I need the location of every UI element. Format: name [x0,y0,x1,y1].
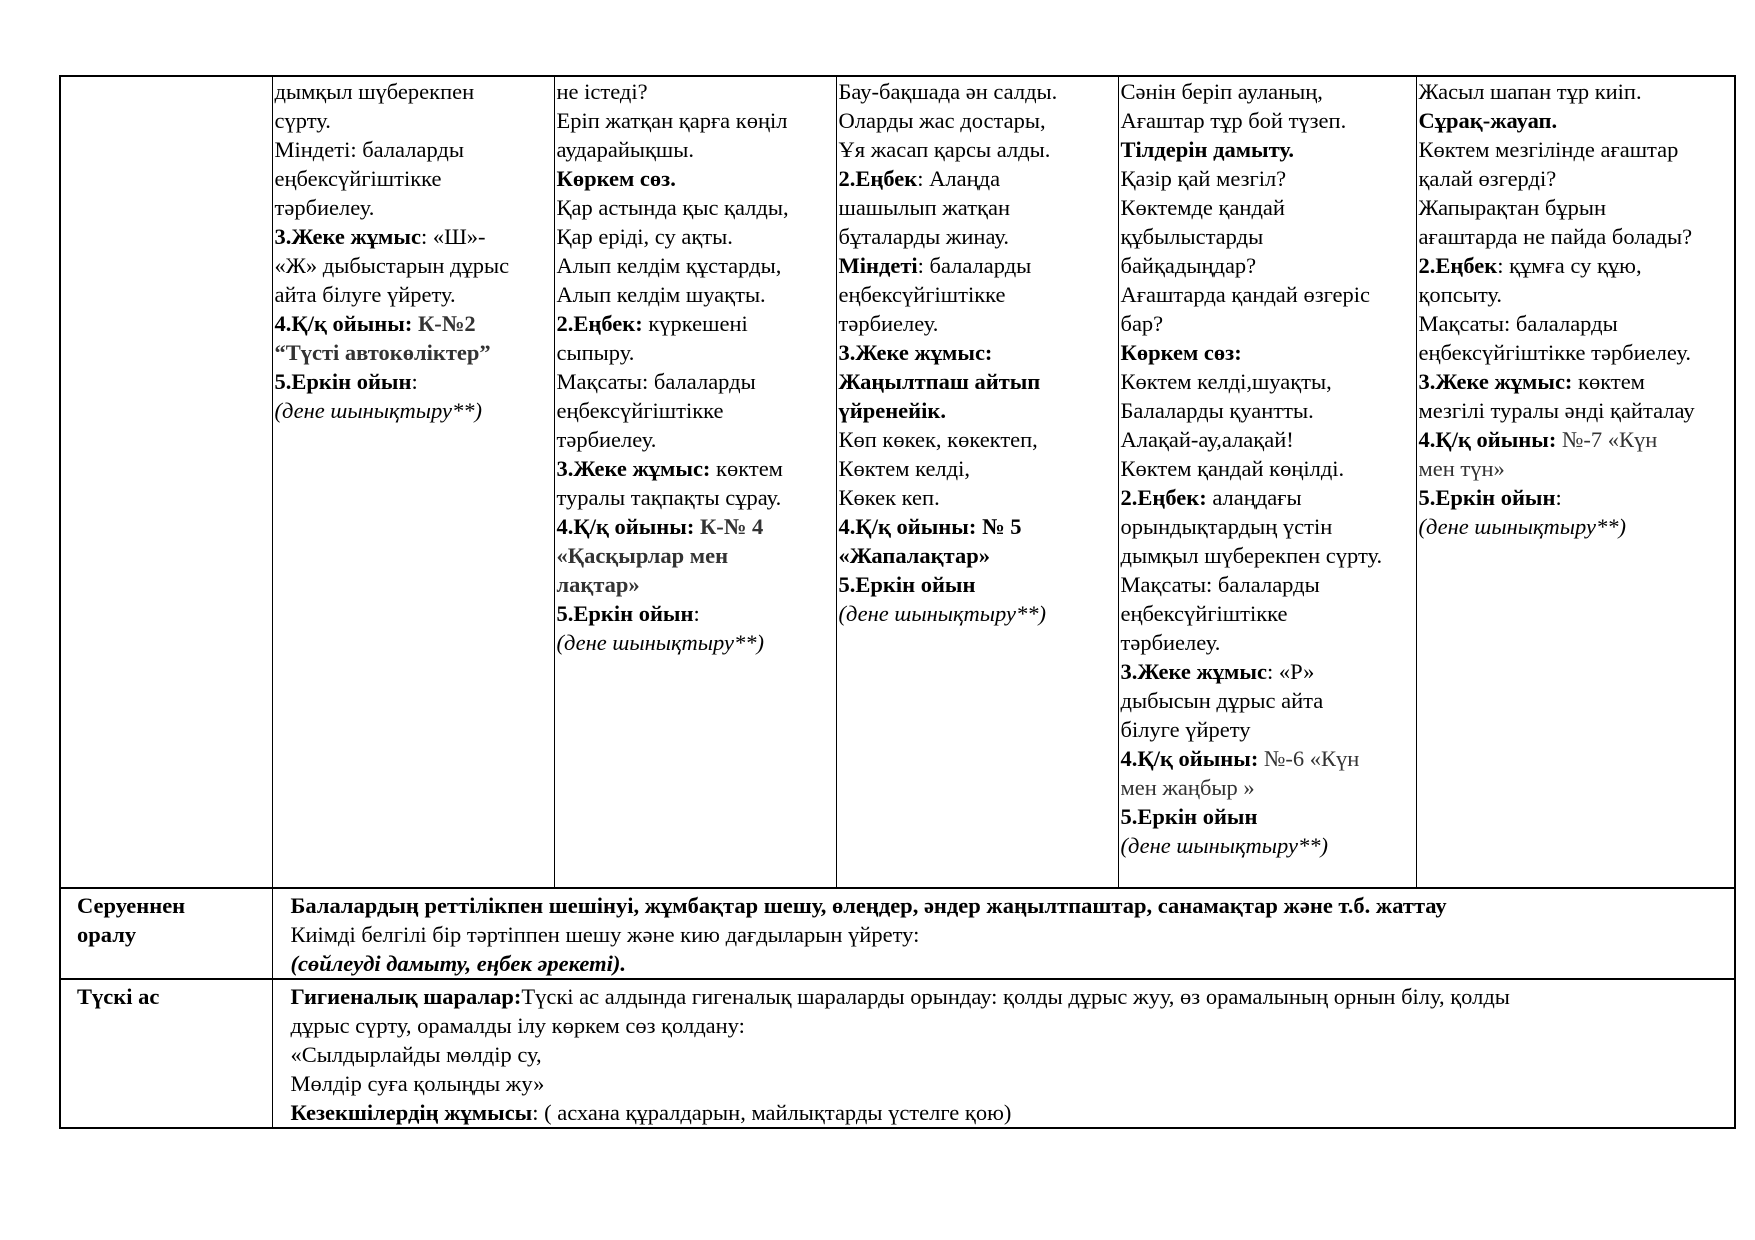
activity-text-run: Көкек кеп. [838,485,940,510]
activity-text-run: күркешені [648,311,748,336]
activity-text-run: : балаларды [917,253,1032,278]
activity-text-run: 5.Еркін ойын [1418,485,1556,510]
activity-line [1419,222,1733,251]
activity-text-run: шашылып жатқан [838,195,1011,220]
activity-text-run: 4.Қ/қ ойыны: [556,514,700,539]
activity-text-run: (дене шынықтыру**) [1418,514,1626,539]
activity-line [275,396,552,425]
activity-line [1121,628,1414,657]
activity-text-run: Жаңылтпаш айтып [838,369,1041,394]
activity-text-run: байқадыңдар? [1120,253,1257,278]
activity-text-run: Сұрақ-жауап. [1418,108,1558,133]
activity-text-run: еңбексүйгіштікке [838,282,1006,307]
activity-text-run: сүрту. [274,108,331,133]
activity-text-run: алаңдағы [1212,485,1302,510]
activity-line [839,309,1116,338]
activity-line [1419,454,1733,483]
activity-text-run: мен түн» [1418,456,1505,481]
activity-line [275,106,552,135]
activity-line [1419,367,1733,396]
activity-text-run: Бау-бақшада ән салды. [838,79,1058,104]
activity-text-col5 [1417,77,1735,541]
activity-text-run: 4.Қ/қ ойыны: [274,311,418,336]
activity-line [839,338,1116,367]
activity-text-run: : құмға су құю, [1497,253,1642,278]
activity-line [557,396,834,425]
activity-text-run: 4.Қ/қ ойыны: [1120,746,1264,771]
lesson-plan-table [59,75,1736,1129]
activity-line [275,77,552,106]
activity-line [557,193,834,222]
activity-text-run: мен жаңбыр » [1120,775,1255,800]
activity-line [1121,599,1414,628]
activity-text-run: «Жапалақтар» [838,543,990,568]
activity-text-run: лақтар» [556,572,640,597]
activity-text-run: 4.Қ/қ ойыны: [1418,427,1562,452]
activity-text-run: мезгілі туралы әнді қайталау [1418,398,1695,423]
activity-text-run: Міндеті: балаларды [274,137,464,162]
activity-line [275,164,552,193]
activity-line [839,570,1116,599]
activity-line [557,77,834,106]
activity-line [275,338,552,367]
activity-line [557,425,834,454]
activity-text-run: (дене шынықтыру**) [274,398,482,423]
activity-line [839,106,1116,135]
activity-text-run: Ағаштарда қандай өзгеріс [1120,282,1370,307]
activity-text-run: №-7 «Күн [1561,427,1658,452]
activity-text-run: тәрбиелеу. [838,311,939,336]
activity-text-run: Тілдерін дамыту. [1120,137,1295,162]
activity-line [839,77,1116,106]
activity-text-run: : «Р» [1266,659,1315,684]
activity-line [839,280,1116,309]
activity-line [1419,251,1733,280]
activity-line [557,135,834,164]
activity-line [275,251,552,280]
activity-text-run: №-6 «Күн [1263,746,1360,771]
activity-text-run: көктем [1578,369,1645,394]
activity-line [839,367,1116,396]
activity-line [1121,715,1414,744]
activity-line [1419,193,1733,222]
lunch-label-cell [60,979,272,1128]
activity-text-run: К-№ 4 [699,514,764,539]
activity-cell-col5 [1416,76,1735,888]
activity-line [1121,744,1414,773]
lunch-content-cell [272,979,1735,1128]
activity-text-col2 [555,77,836,657]
activity-text-run: Қазір қай мезгіл? [1120,166,1287,191]
activity-text-run: ағаштарда не пайда болады? [1418,224,1693,249]
return-walk-content-cell [272,888,1735,979]
activity-text-run: 2.Еңбек: [1120,485,1213,510]
activity-line [1121,193,1414,222]
activity-text-run: Алақай-ау,алақай! [1120,427,1294,452]
activity-text-run: 5.Еркін ойын [556,601,694,626]
activity-text-run: тәрбиелеу. [274,195,375,220]
activity-line [1121,367,1414,396]
activity-line [1419,483,1733,512]
activity-text-run: Балаларды қуантты. [1120,398,1314,423]
activity-text-run: Еріп жатқан қарға көңіл [556,108,788,133]
activity-text-run: Жапырақтан бұрын [1418,195,1606,220]
return-walk-title-line2: оралу [77,922,137,947]
activity-text-run: 3.Жеке жұмыс [274,224,421,249]
activity-line [557,599,834,628]
activity-line [1121,773,1414,802]
activity-text-run: Ұя жасап қарсы алды. [838,137,1051,162]
return-walk-line2: Киімді белгілі бір тәртіппен шешу және кию дағдыларын үйрету: [290,922,920,947]
activity-text-run: дымқыл шүберекпен [274,79,475,104]
activity-line [1121,541,1414,570]
activity-text-run: 4.Қ/қ ойыны: № 5 [838,514,1022,539]
activity-line [839,454,1116,483]
activity-text-run: Алып келдiм шуақты. [556,282,766,307]
activity-text-run: Міндеті [838,253,918,278]
activity-text-run: айта білуге үйрету. [274,282,456,307]
activity-text-run: «Қасқырлар мен [556,543,729,568]
activity-cell-col4 [1118,76,1416,888]
activity-text-run: сыпыру. [556,340,635,365]
activity-line [839,512,1116,541]
activity-line [557,483,834,512]
activity-text-run: аударайықшы. [556,137,695,162]
activity-line [839,483,1116,512]
return-walk-row [60,888,1735,979]
activity-text-run: еңбексүйгіштікке [1120,601,1288,626]
return-walk-title [61,889,272,949]
activity-line [1121,135,1414,164]
activity-line [275,222,552,251]
activity-text-run: Сәнін беріп ауланың, [1120,79,1323,104]
activity-text-run: еңбексүйгіштікке [556,398,724,423]
activity-line [1419,309,1733,338]
activity-line [557,512,834,541]
activity-text-run: К-№2 [417,311,476,336]
activity-line [1121,425,1414,454]
activity-text-run: Қар астында қыс қалды, [556,195,789,220]
activity-line [1121,77,1414,106]
return-walk-line1: Балалардың реттілікпен шешінуі, жұмбақтар шешу, өлеңдер, әндер жаңылтпаштар, санамақтар және т.б. жаттау [290,893,1447,918]
activity-text-run: 2.Еңбек [838,166,918,191]
activity-line [557,454,834,483]
activity-line [1121,831,1414,860]
activity-line [275,280,552,309]
activity-line [1121,396,1414,425]
activity-line [1121,454,1414,483]
activity-text-run: 5.Еркін ойын [838,572,976,597]
activity-text-run: 3.Жеке жұмыс: [838,340,993,365]
activity-line [275,193,552,222]
activity-text-run: еңбексүйгіштікке тәрбиелеу. [1418,340,1691,365]
activity-line [275,309,552,338]
return-walk-line3: (сөйлеуді дамыту, еңбек әрекеті). [290,951,626,976]
activity-line [839,425,1116,454]
activity-line [839,599,1116,628]
activity-text-run: 3.Жеке жұмыс: [556,456,717,481]
activity-text-run: 3.Жеке жұмыс: [1418,369,1579,394]
activity-text-run: Көктем мезгілінде ағаштар [1418,137,1679,162]
activity-text-run: : [411,369,418,394]
activity-text-run: : «Ш»- [420,224,486,249]
activity-text-run: Мақсаты: балаларды [1120,572,1320,597]
activity-line [839,541,1116,570]
row-label-cell-empty [60,76,272,888]
activity-line [1419,338,1733,367]
activity-line [839,396,1116,425]
activity-text-run: дыбысын дұрыс айта [1120,688,1324,713]
lunch-poem-line2: Мөлдір суға қолыңды жу» [290,1071,545,1096]
activity-text-run: 5.Еркін ойын [1120,804,1258,829]
activity-text-run: (дене шынықтыру**) [556,630,764,655]
activity-text-run: құбылыстарды [1120,224,1264,249]
lunch-line2: дұрыс сүрту, орамалды ілу көркем сөз қолдану: [290,1013,745,1038]
activity-text-run: үйренейік. [838,398,946,423]
activity-text-col4 [1119,77,1416,860]
activity-text-run: Алып келдiм құстарды, [556,253,782,278]
activity-line [1419,425,1733,454]
activity-text-run: білуге үйрету [1120,717,1251,742]
activity-line [275,367,552,396]
activity-text-run: Көктем келді, [838,456,970,481]
activity-line [1419,280,1733,309]
activity-text-run: (дене шынықтыру**) [838,601,1046,626]
activity-line [1121,280,1414,309]
lunch-title: Түскі ас [77,984,160,1009]
activity-text-run: тәрбиелеу. [1120,630,1221,655]
return-walk-content [273,889,1735,978]
activity-line [557,628,834,657]
activity-text-col1 [273,77,554,425]
activity-text-run: тәрбиелеу. [556,427,657,452]
activity-text-run: Мақсаты: балаларды [556,369,756,394]
lunch-poem-line1: «Сылдырлайды мөлдір су, [290,1042,542,1067]
activity-line [839,222,1116,251]
duty-text: : ( асхана құралдарын, майлықтарды үстелге қою) [532,1100,1012,1125]
lunch-content [273,980,1735,1127]
activity-text-run: Жасыл шапан тұр киіп. [1418,79,1642,104]
activity-text-run: 3.Жеке жұмыс [1120,659,1267,684]
activity-line [1121,338,1414,367]
activity-line [557,338,834,367]
activity-text-run: 2.Еңбек: [556,311,649,336]
activity-line [1121,512,1414,541]
activity-line [1121,106,1414,135]
activity-line [275,135,552,164]
activity-text-run: еңбексүйгіштікке [274,166,442,191]
activity-line [557,309,834,338]
activity-text-run: бұталарды жинау. [838,224,1009,249]
activity-line [1121,222,1414,251]
activity-line [557,541,834,570]
activity-text-run: Көктем қандай көңілді. [1120,456,1345,481]
activity-text-run: «Ж» дыбыстарын дұрыс [274,253,510,278]
activity-line [1419,135,1733,164]
activity-line [1121,309,1414,338]
activity-text-run: Көктемде қандай [1120,195,1285,220]
activity-line [557,280,834,309]
hygiene-label: Гигиеналық шаралар: [290,984,522,1009]
lunch-row [60,979,1735,1128]
activity-line [1121,686,1414,715]
activity-line [557,106,834,135]
activity-text-run: 5.Еркін ойын [274,369,412,394]
activity-text-run: қалай өзгерді? [1418,166,1557,191]
activity-text-run: Көктем келді,шуақты, [1120,369,1332,394]
return-walk-label-cell [60,888,272,979]
activity-text-run: Оларды жас достары, [838,108,1046,133]
activity-text-run: орындықтардың үстін [1120,514,1333,539]
activity-line [1121,483,1414,512]
activity-text-run: туралы тақпақты сұрау. [556,485,782,510]
activity-line [839,193,1116,222]
activity-text-col3 [837,77,1118,628]
walk-activities-row [60,76,1735,888]
activity-text-run: 2.Еңбек [1418,253,1498,278]
activity-cell-col2 [554,76,836,888]
activity-line [839,164,1116,193]
activity-text-run: : [693,601,700,626]
activity-line [1419,77,1733,106]
activity-text-run: не істеді? [556,79,648,104]
activity-text-run: Қар ерiдi, су ақты. [556,224,733,249]
activity-text-run: Мақсаты: балаларды [1418,311,1618,336]
activity-line [1419,512,1733,541]
hygiene-text: Түскі ас алдында гигеналық шараларды орындау: қолды дұрыс жуу, өз орамалының орнын білу, қолды [521,984,1510,1009]
activity-text-run: Көп көкек, көкектеп, [838,427,1038,452]
activity-line [557,222,834,251]
activity-text-run: қопсыту. [1418,282,1502,307]
return-walk-title-line1: Серуеннен [77,893,186,918]
activity-text-run: көктем [716,456,783,481]
activity-line [1121,251,1414,280]
activity-text-run: : [1555,485,1562,510]
activity-line [557,570,834,599]
activity-line [839,135,1116,164]
activity-line [839,251,1116,280]
activity-text-run: Көркем сөз: [1120,340,1242,365]
activity-line [1419,106,1733,135]
activity-line [1419,164,1733,193]
activity-text-run: (дене шынықтыру**) [1120,833,1328,858]
activity-line [557,367,834,396]
activity-cell-col1 [272,76,554,888]
activity-line [1121,657,1414,686]
activity-line [1121,164,1414,193]
activity-text-run: дымқыл шүберекпен сүрту. [1120,543,1383,568]
activity-line [1121,570,1414,599]
activity-text-run: Ағаштар тұр бой түзеп. [1120,108,1347,133]
activity-text-run: Көркем сөз. [556,166,676,191]
duty-label: Кезекшілердің жұмысы [290,1100,533,1125]
activity-text-run: “Түсті автокөліктер” [274,340,491,365]
activity-line [1121,802,1414,831]
activity-line [557,164,834,193]
activity-cell-col3 [836,76,1118,888]
activity-line [1419,396,1733,425]
activity-line [557,251,834,280]
activity-text-run: : Алаңда [917,166,1001,191]
activity-text-run: бар? [1120,311,1164,336]
